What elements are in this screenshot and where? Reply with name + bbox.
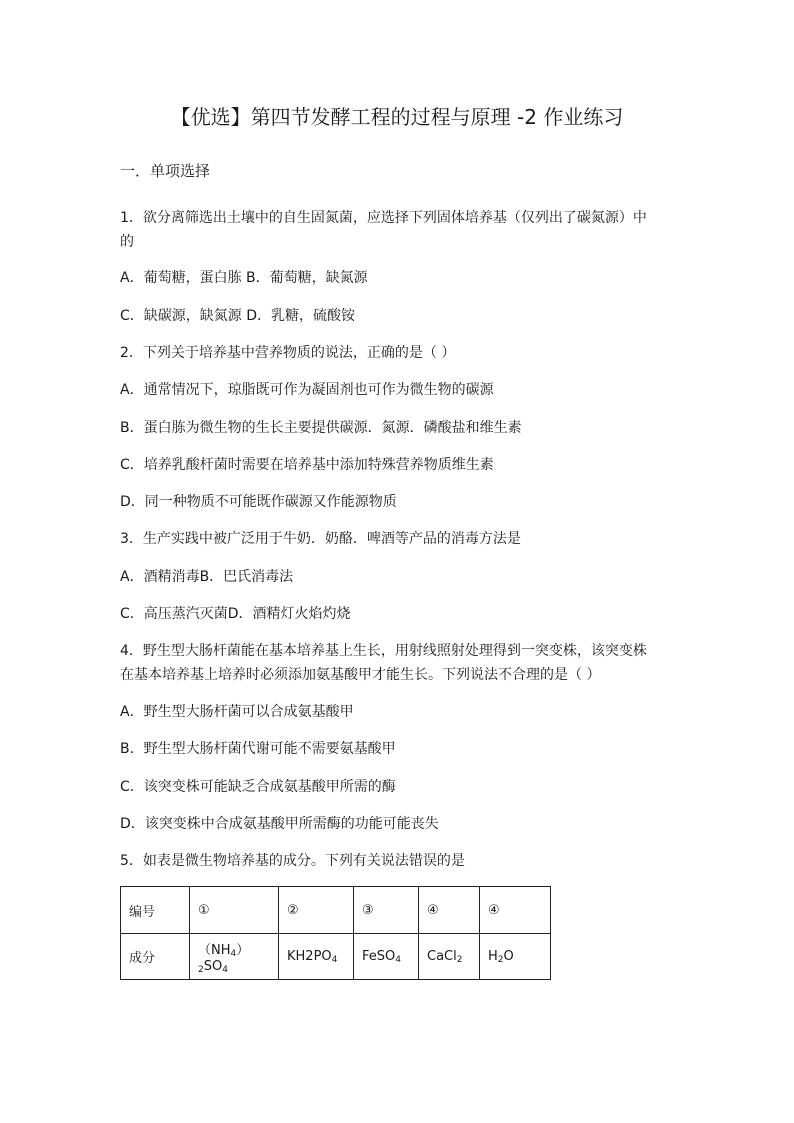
q4-stem-line2: 在基本培养基上培养时必须添加氨基酸甲才能生长。下列说法不合理的是（ ）	[120, 667, 601, 683]
table-cell-label: 编号	[121, 887, 190, 934]
formula-subscript: 2	[456, 954, 463, 965]
formula-subscript: 2	[497, 954, 504, 965]
table-cell-number: ①	[190, 887, 279, 934]
q4-stem-line1: 4．野生型大肠杆菌能在基本培养基上生长，用射线照射处理得到一突变株，该突变株	[120, 643, 647, 659]
table-row	[121, 934, 551, 980]
q2-stem: 2．下列关于培养基中营养物质的说法，正确的是（ ）	[120, 345, 456, 361]
q2-option-a: A．通常情况下，琼脂既可作为凝固剂也可作为微生物的碳源	[120, 382, 494, 398]
table-row	[121, 887, 551, 934]
q4-option-d: D．该突变株中合成氨基酸甲所需酶的功能可能丧失	[120, 816, 439, 832]
formula-text: H	[488, 948, 498, 964]
q5-stem: 5．如表是微生物培养基的成分。下列有关说法错误的是	[120, 853, 465, 869]
table-cell-component	[190, 934, 279, 980]
q4-option-b: B．野生型大肠杆菌代谢可能不需要氨基酸甲	[120, 741, 396, 757]
composition-table	[120, 886, 551, 980]
q3-stem: 3．生产实践中被广泛用于牛奶．奶酪．啤酒等产品的消毒方法是	[120, 531, 521, 547]
formula-subscript: 2	[198, 964, 204, 975]
q4-option-a: A．野生型大肠杆菌可以合成氨基酸甲	[120, 704, 354, 720]
q2-option-b: B．蛋白胨为微生物的生长主要提供碳源．氮源．磷酸盐和维生素	[120, 420, 522, 436]
formula-subscript: 4	[222, 964, 228, 975]
formula-text: SO	[203, 958, 223, 974]
table-cell-component	[354, 934, 419, 980]
formula-text: O	[503, 948, 514, 964]
table-cell-number: ②	[279, 887, 354, 934]
table-cell-number: ④	[480, 887, 551, 934]
formula-subscript: 4	[395, 954, 401, 965]
formula-text: KH2PO	[287, 948, 332, 964]
q1-options-ab: A．葡萄糖，蛋白胨 B．葡萄糖，缺氮源	[120, 270, 368, 286]
formula-text: （NH	[198, 942, 231, 958]
table-cell-number: ④	[419, 887, 480, 934]
table-cell-component	[480, 934, 551, 980]
q3-options-ab: A．酒精消毒B．巴氏消毒法	[120, 569, 294, 585]
table-cell-component	[279, 934, 354, 980]
formula-subscript: 4	[230, 948, 237, 959]
formula-subscript: 4	[331, 954, 338, 965]
table-cell-component	[419, 934, 480, 980]
document-title: 【优选】第四节发酵工程的过程与原理 -2 作业练习	[170, 105, 624, 129]
section-heading: 一．单项选择	[120, 162, 211, 180]
q4-option-c: C．该突变株可能缺乏合成氨基酸甲所需的酶	[120, 779, 396, 795]
q2-option-c: C．培养乳酸杆菌时需要在培养基中添加特殊营养物质维生素	[120, 457, 494, 473]
table-cell-label: 成分	[121, 934, 190, 980]
formula-text: FeSO	[362, 948, 396, 964]
formula-text: ）	[236, 942, 250, 958]
q1-stem-line2: 的	[120, 234, 134, 250]
q3-options-cd: C．高压蒸汽灭菌D．酒精灯火焰灼烧	[120, 606, 351, 622]
q1-stem-line1: 1．欲分离筛选出土壤中的自生固氮菌，应选择下列固体培养基（仅列出了碳氮源）中	[120, 210, 647, 226]
q2-option-d: D．同一种物质不可能既作碳源又作能源物质	[120, 494, 397, 510]
q1-options-cd: C．缺碳源，缺氮源 D．乳糖，硫酸铵	[120, 308, 356, 324]
formula-text: CaCl	[427, 948, 457, 964]
table-cell-number: ③	[354, 887, 419, 934]
